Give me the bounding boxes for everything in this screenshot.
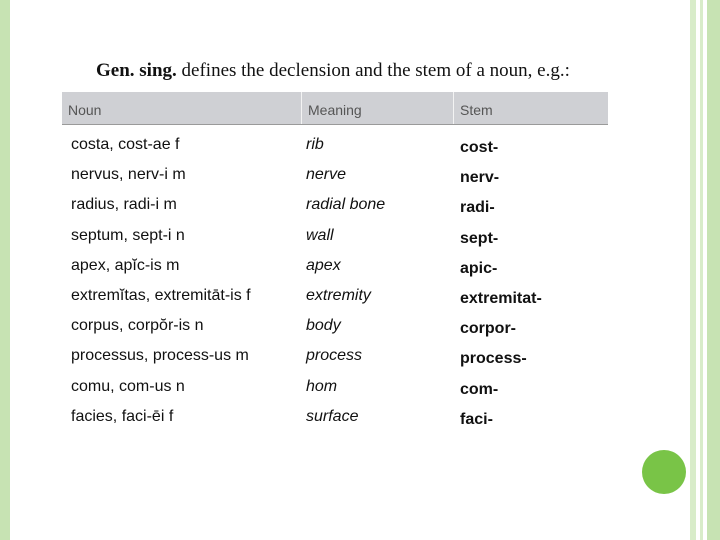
noun-cell: facies, faci-ēi f xyxy=(71,407,174,425)
table-row xyxy=(62,252,608,282)
stem-cell: apic- xyxy=(460,259,498,277)
table-row xyxy=(62,403,608,433)
meaning-cell: rib xyxy=(306,136,324,153)
table-row xyxy=(62,312,608,342)
table-row xyxy=(62,282,608,312)
meaning-cell: apex xyxy=(306,256,341,274)
slide-frame-left xyxy=(0,0,10,540)
slide-frame-right-stripe xyxy=(690,0,696,540)
table-header xyxy=(62,92,608,125)
table-row xyxy=(62,131,608,161)
noun-cell: corpus, corpŏr-is n xyxy=(71,317,204,335)
slide-frame-right-border xyxy=(707,0,720,540)
meaning-cell: surface xyxy=(306,407,359,425)
meaning-cell: wall xyxy=(306,226,334,244)
table-row xyxy=(62,191,608,221)
meaning-cell: nerve xyxy=(306,166,347,184)
stem-cell: process- xyxy=(460,350,527,368)
noun-cell: septum, sept-i n xyxy=(71,226,185,244)
heading-bold-part: Gen. sing. xyxy=(96,60,177,81)
meaning-cell: hom xyxy=(306,377,338,395)
noun-cell: apex, apĭc-is m xyxy=(71,256,180,274)
table-body xyxy=(62,125,608,433)
table-row xyxy=(62,161,608,191)
stem-cell: cost- xyxy=(460,139,499,156)
meaning-cell: body xyxy=(306,317,341,335)
noun-cell: radius, radi-i m xyxy=(71,196,177,214)
noun-cell: nervus, nerv-i m xyxy=(71,166,186,184)
slide-frame-right-stripe xyxy=(700,0,703,540)
noun-cell: processus, process-us m xyxy=(71,347,249,365)
meaning-cell: extremity xyxy=(306,286,371,304)
stem-cell: sept- xyxy=(460,229,499,247)
meaning-cell: radial bone xyxy=(306,196,386,214)
header-noun: Noun xyxy=(62,92,302,124)
declension-table xyxy=(62,92,608,433)
meaning-cell: process xyxy=(306,347,363,365)
table-row xyxy=(62,342,608,372)
stem-cell: com- xyxy=(460,380,499,398)
noun-cell: extremĭtas, extremitāt-is f xyxy=(71,286,251,304)
noun-cell: comu, com-us n xyxy=(71,377,185,395)
header-meaning: Meaning xyxy=(302,92,454,124)
noun-cell: costa, cost-ae f xyxy=(71,136,180,153)
header-stem: Stem xyxy=(460,102,493,118)
stem-cell: corpor- xyxy=(460,320,516,338)
decorative-green-circle xyxy=(642,450,686,494)
slide-heading xyxy=(96,60,656,82)
heading-text: defines the declension and the stem of a noun, e.g.: xyxy=(176,60,570,81)
stem-cell: faci- xyxy=(460,410,493,428)
table-row xyxy=(62,373,608,403)
stem-cell: radi- xyxy=(460,199,495,217)
stem-cell: nerv- xyxy=(460,169,500,187)
table-row xyxy=(62,222,608,252)
stem-cell: extremitat- xyxy=(460,289,542,307)
